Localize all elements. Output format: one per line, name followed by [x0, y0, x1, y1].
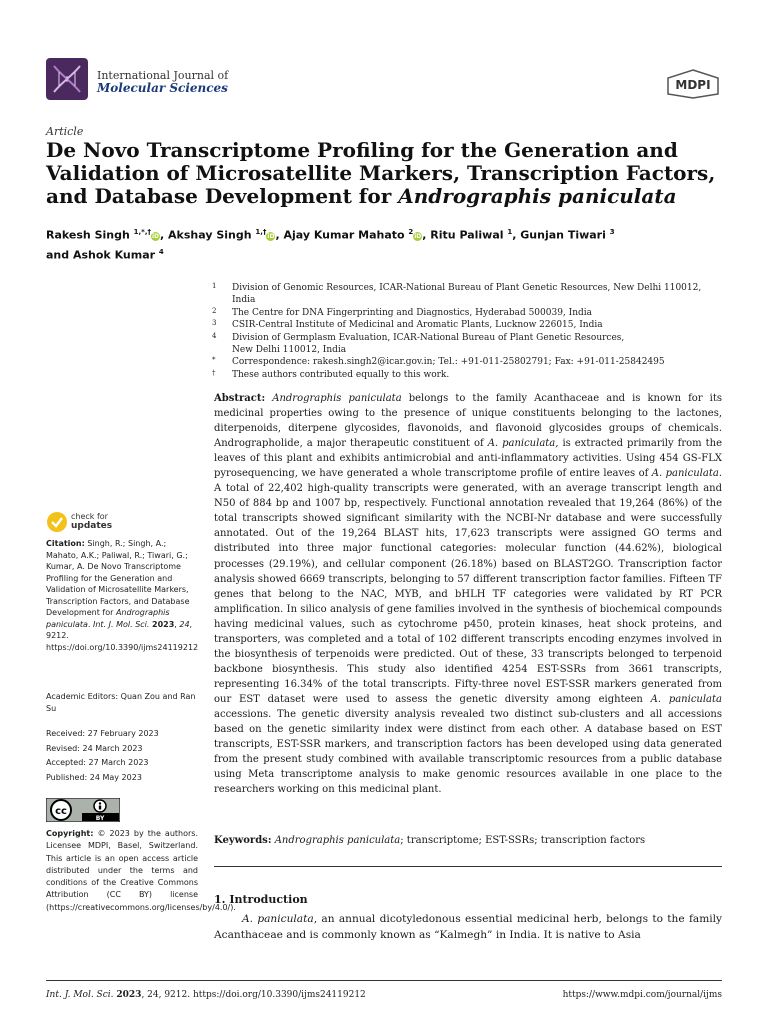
copyright-label: Copyright: [46, 829, 94, 838]
intro-species: A. paniculata [242, 913, 314, 925]
author-name: Ajay Kumar Mahato [283, 228, 405, 242]
keywords-species: Andrographis paniculata [274, 835, 401, 846]
journal-logo [46, 58, 88, 100]
cc-by-license-badge[interactable] [46, 798, 120, 822]
abstract-species: Andrographis paniculata [272, 393, 402, 404]
revised-date: Revised: 24 March 2023 [46, 743, 143, 753]
accepted-date: Accepted: 27 March 2023 [46, 758, 149, 767]
orcid-icon[interactable]: iD [414, 232, 422, 240]
footer-journal-url[interactable]: https://www.mdpi.com/journal/ijms [562, 990, 722, 1000]
correspondence: * Correspondence: rakesh.singh2@icar.gov.in; Tel.: +91-011-25802791; Fax: +91-011-25842495 [212, 356, 665, 368]
author-name: Ritu Paliwal [430, 228, 504, 242]
section-heading: 1. Introduction [214, 893, 308, 906]
article-title [46, 139, 726, 208]
history-block [46, 728, 196, 783]
abstract [214, 391, 722, 797]
journal-name-line2: Molecular Sciences [97, 81, 228, 95]
affiliation-item: New Delhi 110012, India [232, 345, 347, 356]
footer-citation: Int. J. Mol. Sci. 2023, 24, 9212. https://doi.org/10.3390/ijms24119212 [46, 990, 366, 1000]
author-sup: 2 [408, 228, 414, 236]
author-sup: 4 [158, 247, 164, 256]
abstract-species: A. paniculata, [487, 438, 559, 450]
author-sup: 3 [609, 228, 615, 236]
author-sup: 1,† [255, 228, 267, 236]
orcid-icon[interactable]: iD [267, 232, 275, 240]
cc-by-text: BY [95, 815, 105, 822]
academic-editors: Academic Editors: Quan Zou and Ran Su [46, 692, 196, 713]
abstract-species: A. paniculata [651, 468, 719, 480]
publisher-text: MDPI [675, 78, 711, 92]
copyright-block: Copyright: © 2023 by the authors. Licensee MDPI, Basel, Switzerland. This article is an open access article distributed under the terms and conditions of the Creative Commons Attribution (CC BY) license (https://creativecommons.org/licenses/by/4.0/). [46, 829, 236, 912]
abstract-text: . A total of 22,402 high-quality transcripts were generated, with an average transcript length and N50 of 884 bp and 1007 bp, respectively. Functional annotation revealed that 19,264 (86%) of the total transcripts showed significant similarity with the NCBI-Nr database and were successfully annotated. Out of the 19,264 BLAST hits, 17,623 transcripts were assigned GO terms and distributed into three major functional categories: molecular function (44.62%), biological processes (29.19%), and cellular component (26.18%) based on BLAST2GO. Transcription factor analysis showed 6669 transcripts, belonging to 57 different transcription factor families. Fifteen TF genes that belong to the NAC, MYB, and bHLH TF categories were validated by RT PCR amplification. In silico analysis of gene families involved in the synthesis of biochemical compounds having medicinal values, such as cytochrome p450, protein kinases, heat shock proteins, and transporters, was completed and a total of 102 different transcripts encoding enzymes involved in the biosynthesis of terpenoids were predicted. Out of these, 33 transcripts belonged to terpenoid backbone biosynthesis. This study also identified 4254 EST-SSRs from 3661 transcripts, representing 16.34% of the total transcripts. Fifty-three novel EST-SSR markers generated from our EST dataset were used to assess the genetic diversity among eighteen [214, 468, 722, 705]
authors-and: and [46, 248, 70, 262]
keywords-label: Keywords: [214, 835, 272, 846]
author-name: Akshay Singh [168, 228, 252, 242]
intro-text: , an annual dicotyledonous essential medicinal herb, belongs to the family Acanthaceae and is commonly known as “Kalmegh” in India. It is native to Asia [214, 913, 722, 941]
title-text: De Novo Transcriptome Profiling for the Generation and Validation of Microsatellite Markers, Transcription Factors, and Database Development for [46, 138, 716, 208]
affiliation-item: 2 The Centre for DNA Fingerprinting and Diagnostics, Hyderabad 500039, India [212, 306, 593, 318]
author-list: Rakesh Singh $^{1,*,\dagger}$iD, Akshay Singh $^{1,\dagger}$iD, Ajay Kumar Mahato $^2$iD, Ritu Paliwal $^1$, Gunjan Tiwari $^3$ and Ashok Kumar $^4$ [46, 228, 615, 262]
published-date: Published: 24 May 2023 [46, 772, 142, 782]
abstract-species: A. paniculata [650, 693, 722, 705]
received-date: Received: 27 February 2023 [46, 729, 159, 738]
article-type: Article [46, 125, 84, 138]
abstract-text: belongs to the family Acanthaceae and is known for its medicinal properties owing to the presence of unique constituents belonging to the lactones, diterpenoids, diterpene glycosides, flavonoids, and flavonoid glycosides groups of chemicals. Andrographolide, a major therapeutic constituent of [214, 393, 722, 450]
check-updates-label-2: updates [71, 521, 113, 531]
journal-name-line1: International Journal of [97, 69, 229, 82]
affiliations [212, 282, 727, 381]
mdpi-logo [664, 68, 722, 100]
keywords-text: ; transcriptome; EST-SSRs; transcription factors [400, 835, 646, 846]
citation-block: Citation: Singh, R.; Singh, A.; Mahato, A.K.; Paliwal, R.; Tiwari, G.; Kumar, A. De Novo Transcriptome Profiling for the Generation and Validation of Microsatellite Markers, Transcription Factors, and Database Development for Andrographis paniculata. Int. J. Mol. Sci. 2023, 24, 9212. https://doi.org/10.3390/ijms24119212 [46, 539, 199, 652]
abstract-text: accessions. The genetic diversity analysis revealed two distinct sub-clusters and all accessions based on the genetic similarity index were distinct from each other. A database based on EST transcripts, EST-SSR markers, and transcription factors has been developed using data generated from the present study combined with available transcriptomic resources from a public database using Meta transcriptome analysis to make genomic resources available in one place to the researchers working on this medicinal plant. [214, 708, 722, 796]
keywords [214, 833, 722, 848]
orcid-icon[interactable]: iD [151, 232, 160, 240]
check-updates-icon [46, 511, 68, 533]
title-species: Andrographis paniculata [398, 184, 677, 208]
footer-divider [46, 980, 722, 981]
abstract-text: is extracted primarily from the leaves of this plant and exhibits antimicrobial and anti-inflammatory activities. Using 454 GS-FLX pyrosequencing, we have generated a whole transcriptome profile of entire leaves of [214, 438, 723, 480]
author-name: Ashok Kumar [72, 248, 156, 262]
check-updates-label-1: check for [71, 512, 108, 521]
author-name: Gunjan Tiwari [520, 228, 606, 242]
affiliation-item: 1 Division of Genomic Resources, ICAR-National Bureau of Plant Genetic Resources, New Delhi 110012, India [212, 282, 702, 306]
equal-contribution-note: † These authors contributed equally to this work. [212, 368, 450, 380]
affiliation-item: 3 CSIR-Central Institute of Medicinal and Aromatic Plants, Lucknow 226015, India [212, 319, 603, 331]
citation-label: Citation: [46, 539, 85, 548]
intro-paragraph [214, 911, 722, 943]
abstract-label: Abstract: [214, 393, 266, 404]
affiliation-item: 4 Division of Germplasm Evaluation, ICAR-National Bureau of Plant Genetic Resources, [212, 331, 625, 343]
author-sup: 1,*,† [133, 228, 152, 236]
check-for-updates-button[interactable] [46, 511, 156, 533]
author-name: Rakesh Singh [46, 228, 130, 242]
journal-name [97, 69, 228, 95]
author-sup: 1 [507, 228, 513, 236]
svg-text:cc: cc [55, 806, 67, 817]
section-divider [214, 866, 722, 867]
